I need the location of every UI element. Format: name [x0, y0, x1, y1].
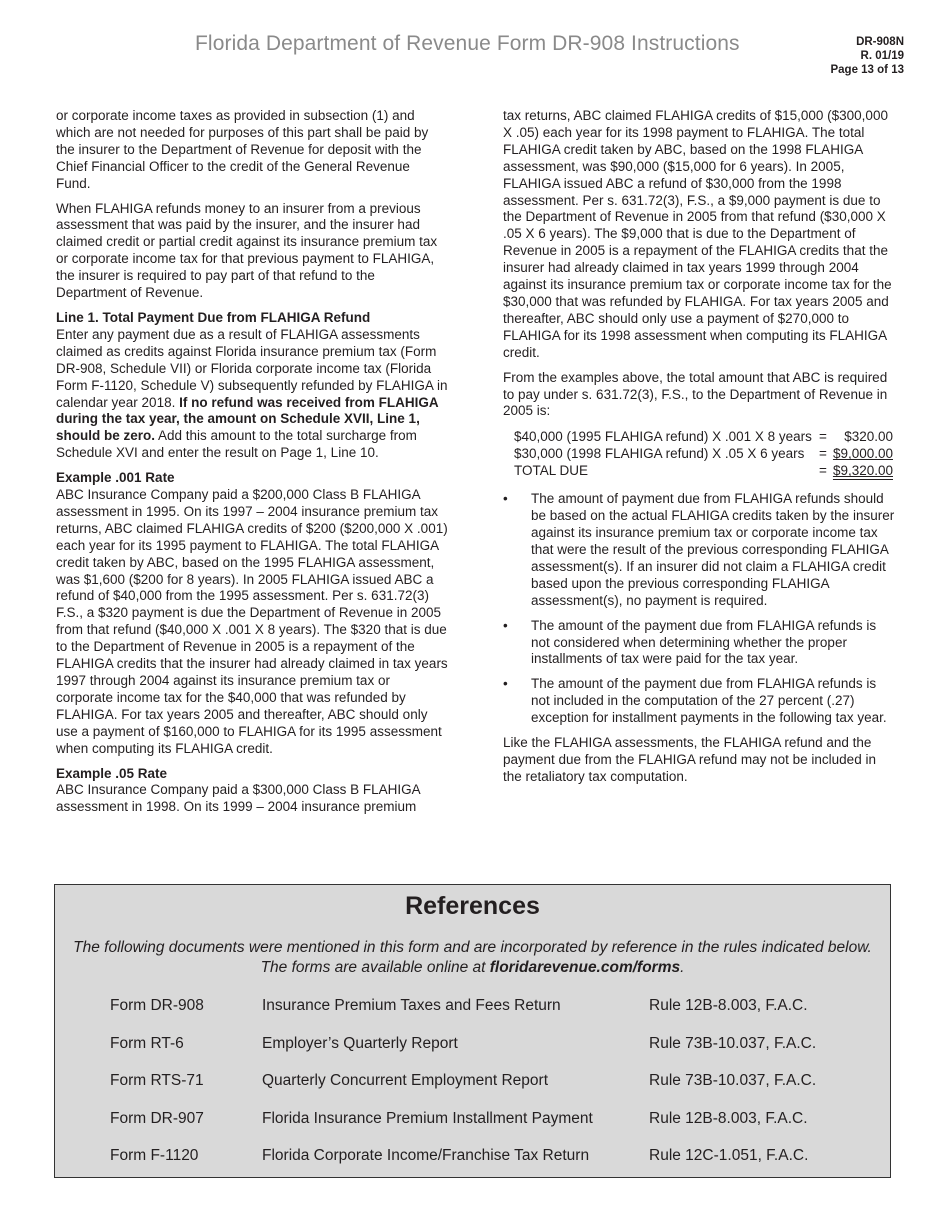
line1-text: Enter any payment due as a result of FLAHIGA assessments claimed as credits against Florida insurance premium tax (Form DR-908, Schedule VII) or Florida corporate income tax (Florida Form F-1120, Schedule V) subsequently refunded by FLAHIGA in calendar year 2018. [56, 326, 448, 410]
ref-rule: Rule 73B-10.037, F.A.C. [649, 1034, 817, 1052]
calc-total-value: $9,320.00 [832, 463, 893, 479]
ref-title: Florida Insurance Premium Installment Payment [262, 1109, 593, 1127]
ref-title: Insurance Premium Taxes and Fees Return [262, 997, 561, 1014]
references-title: References [405, 892, 540, 920]
intro-text: The forms are available online at [260, 959, 490, 976]
calc-value: $9,000.00 [832, 446, 893, 462]
table-row [110, 1072, 870, 1110]
calc-row [514, 428, 895, 445]
paragraph: When FLAHIGA refunds money to an insurer from a previous assessment that was paid by the insurer, and the insurer had claimed credit or partial credit against its insurance premium tax or corporate income tax for that previous payment to FLAHIGA, the insurer is required to pay part of that refund to the Department of Revenue. [56, 200, 438, 301]
form-identifier [830, 35, 904, 77]
bullet-text: The amount of payment due from FLAHIGA refunds should be based on the actual FLAHIGA credits taken by the insurer against its insurance premium tax or corporate income tax that were the result of the previous corresponding FLAHIGA assessment(s). If an insurer did not claim a FLAHIGA credit based upon the previous corresponding FLAHIGA assessment(s), no payment is required. [531, 491, 895, 608]
bullet-text: The amount of the payment due from FLAHIGA refunds is not considered when determining whether the proper installments of tax were paid for the tax year. [531, 617, 877, 667]
calc-row [514, 445, 895, 462]
list-item [503, 676, 895, 727]
bullet-text: The amount of the payment due from FLAHIGA refunds is not included in the computation of the 27 percent (.27) exception for installment payments in the following tax year. [531, 676, 887, 726]
paragraph: or corporate income taxes as provided in subsection (1) and which are not needed for purposes of this part shall be paid by the insurer to the Department of Revenue for deposit with the Chief Financial Officer to the credit of the General Revenue Fund. [56, 108, 429, 191]
table-row [110, 997, 870, 1035]
references-intro [55, 938, 890, 978]
calc-equals: = [819, 446, 827, 462]
ref-title: Employer’s Quarterly Report [262, 1034, 458, 1052]
ref-form: Form RT-6 [110, 1034, 184, 1052]
right-column [503, 108, 895, 794]
calc-equals: = [819, 463, 827, 479]
calc-equals: = [819, 429, 827, 445]
ref-rule: Rule 12B-8.003, F.A.C. [649, 1109, 808, 1127]
line1-bold-text: If no refund was received from FLAHIGA during the tax year, the amount on Schedule XVII, Line 1, should be zero. [56, 394, 439, 444]
ref-rule: Rule 12C-1.051, F.A.C. [649, 1147, 809, 1164]
paragraph: From the examples above, the total amount that ABC is required to pay under s. 631.72(3), F.S., to the Department of Revenue in 2005 is: [503, 369, 888, 419]
page-title: Florida Department of Revenue Form DR-908 Instructions [195, 32, 740, 55]
list-item [503, 491, 895, 609]
example-heading-05: Example .05 Rate [56, 765, 168, 781]
ref-form: Form F-1120 [110, 1147, 199, 1164]
section-heading-line1: Line 1. Total Payment Due from FLAHIGA Refund [56, 309, 371, 325]
left-column [56, 108, 448, 824]
calc-label: TOTAL DUE [514, 463, 589, 479]
paragraph: Like the FLAHIGA assessments, the FLAHIGA refund and the payment due from the FLAHIGA refund may not be included in the retaliatory tax computation. [503, 735, 876, 784]
ref-form: Form DR-907 [110, 1109, 204, 1127]
bullet-icon: • [503, 491, 508, 507]
table-row [110, 1110, 870, 1148]
ref-rule: Rule 12B-8.003, F.A.C. [649, 997, 808, 1014]
ref-form: Form DR-908 [110, 997, 204, 1014]
form-revision: R. 01/19 [860, 50, 904, 62]
line1-instructions [56, 327, 448, 462]
paragraph: tax returns, ABC claimed FLAHIGA credits of $15,000 ($300,000 X .05) each year for its 1998 payment to FLAHIGA. The total FLAHIGA credit taken by ABC, based on the 1998 FLAHIGA assessment, was $90,000 ($15,000 for 6 years). In 2005, FLAHIGA issued ABC a refund of $30,000 from the 1998 assessment. Per s. 631.72(3), F.S., a $9,000 payment is due to the Department of Revenue in 2005 from that refund ($30,000 X .05 X 6 years). The $9,000 that is due to the Department of Revenue in 2005 is a repayment of the FLAHIGA credits that the insurer had already claimed in tax years 1999 through 2004 against its insurance premium tax or corporate income tax for the $30,000 that was refunded by FLAHIGA. For tax years 2005 and thereafter, ABC should only use a payment of $270,000 to FLAHIGA for its 1998 assessment when computing its FLAHIGA credit. [503, 108, 892, 360]
ref-form: Form RTS-71 [110, 1072, 204, 1089]
list-item [503, 618, 895, 669]
form-code: DR-908N [856, 36, 904, 48]
references-intro-line: The following documents were mentioned in this form and are incorporated by reference in the rules indicated below. [73, 939, 872, 956]
table-row [110, 1035, 870, 1073]
forms-link[interactable]: floridarevenue.com/forms [489, 959, 681, 976]
calc-label: $30,000 (1998 FLAHIGA refund) X .05 X 6 years [514, 446, 805, 462]
bullet-icon: • [503, 676, 508, 692]
example-heading-001: Example .001 Rate [56, 470, 175, 486]
calc-value: $320.00 [844, 429, 893, 445]
calculation-table [514, 428, 895, 479]
calc-row-total [514, 462, 895, 479]
bullet-icon: • [503, 617, 508, 633]
intro-end: . [680, 959, 685, 976]
ref-title: Quarterly Concurrent Employment Report [262, 1072, 549, 1089]
references-intro-line [55, 958, 890, 978]
example-text-001: ABC Insurance Company paid a $200,000 Class B FLAHIGA assessment in 1995. On its 1997 – 2004 insurance premium tax returns, ABC claimed FLAHIGA credits of $200 ($200,000 X .001) each year for its 1995 payment to FLAHIGA. The total FLAHIGA credit taken by ABC, based on the 1995 FLAHIGA assessment, was $1,600 ($200 for 8 years). In 2005 FLAHIGA issued ABC a refund of $40,000 from the 1995 assessment. Per s. 631.72(3) F.S., a $320 payment is due the Department of Revenue in 2005 from that refund ($40,000 X .001 X 8 years). The $320 that is due to the Department of Revenue in 2005 is a repayment of the FLAHIGA credits that the insurer had already claimed in tax years 1997 through 2004 against its insurance premium tax or corporate income tax for the $40,000 that was refunded by FLAHIGA. For tax years 2005 and thereafter, ABC should only use a payment of $160,000 to FLAHIGA for its 1995 assessment when computing its FLAHIGA credit. [56, 487, 448, 756]
table-row [110, 1147, 870, 1185]
calc-label: $40,000 (1995 FLAHIGA refund) X .001 X 8 years [514, 429, 812, 445]
line1-text-end: Add this amount to the total surcharge from Schedule XVI and enter the result on Page 1, Line 10. [56, 428, 417, 461]
references-table [110, 997, 870, 1185]
references-box [54, 884, 891, 1178]
page-number: Page 13 of 13 [830, 64, 904, 76]
ref-rule: Rule 73B-10.037, F.A.C. [649, 1072, 817, 1089]
example-text-05: ABC Insurance Company paid a $300,000 Class B FLAHIGA assessment in 1998. On its 1999 – 2004 insurance premium [56, 782, 420, 815]
ref-title: Florida Corporate Income/Franchise Tax Return [262, 1147, 590, 1164]
